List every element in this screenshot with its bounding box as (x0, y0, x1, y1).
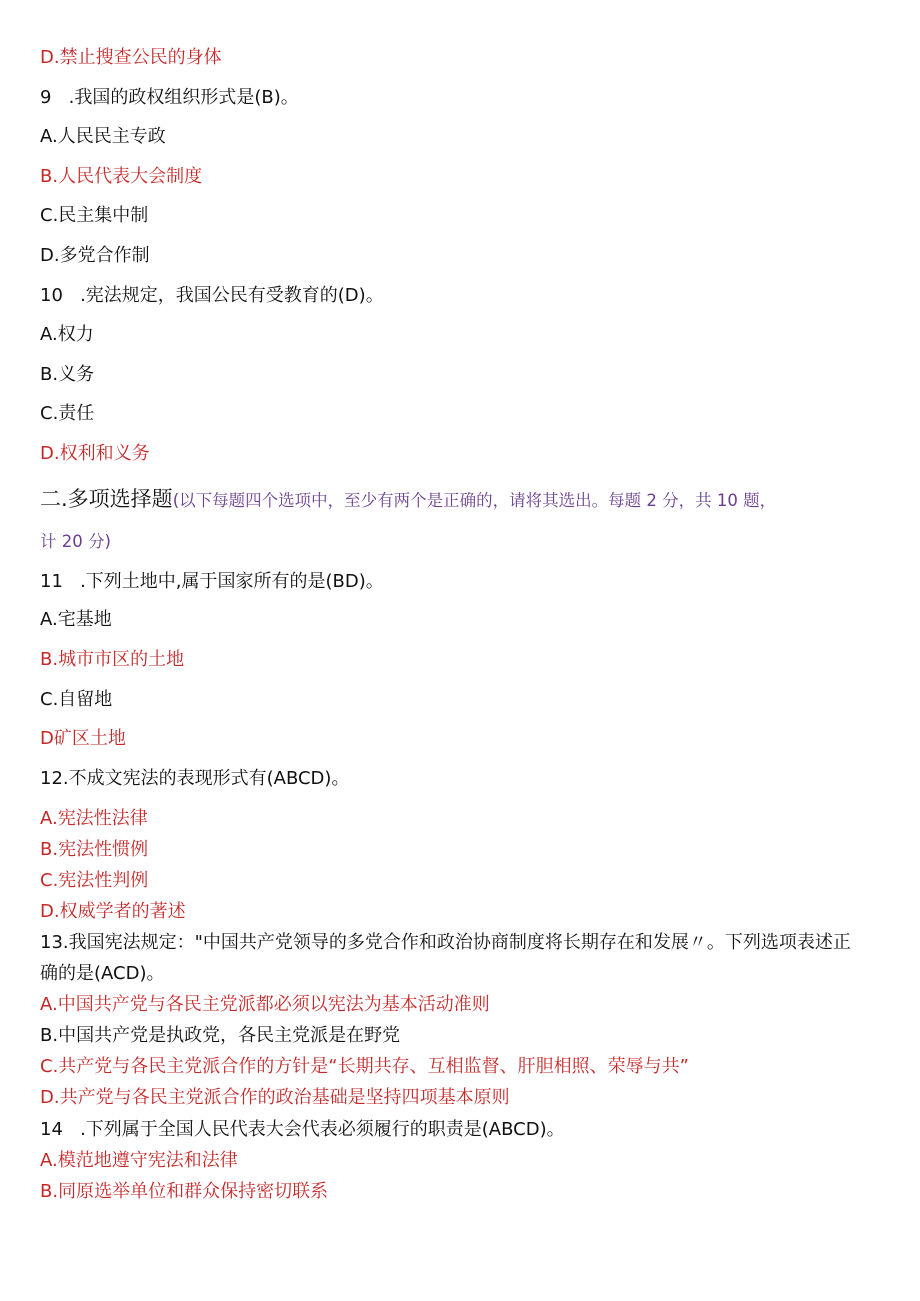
option-b-line-answer: B.城市市区的土地 (40, 649, 185, 670)
option-d-line: D.多党合作制 (40, 245, 150, 266)
option-d-line-answer: D.共产党与各民主党派合作的政治基础是坚持四项基本原则 (40, 1087, 510, 1108)
option-d-line-answer: D.权利和义务 (40, 443, 150, 464)
option-b-line-answer: B.人民代表大会制度 (40, 166, 203, 187)
question-13: 13.我国宪法规定："中国共产党领导的多党合作和政治协商制度将长期存在和发展〃。下列选项表述正 (40, 932, 851, 953)
question-13-continued: 确的是(ACD)。 (40, 963, 165, 984)
option-a-line-answer: A.中国共产党与各民主党派都必须以宪法为基本活动准则 (40, 994, 490, 1015)
option-a-line: A.宅基地 (40, 609, 112, 630)
option-d-line-answer: D.权威学者的著述 (40, 901, 186, 922)
question-10: 10 .宪法规定，我国公民有受教育的(D)。 (40, 285, 384, 306)
option-a-line-answer: A.模范地遵守宪法和法律 (40, 1150, 238, 1171)
option-c-line: C.自留地 (40, 689, 113, 710)
option-b-line-answer: B.宪法性惯例 (40, 839, 149, 860)
section-title: 二.多项选择题 (40, 487, 173, 511)
question-12: 12.不成文宪法的表现形式有(ABCD)。 (40, 768, 350, 789)
question-14: 14 .下列属于全国人民代表大会代表必须履行的职责是(ABCD)。 (40, 1119, 565, 1140)
option-c-line-answer: C.共产党与各民主党派合作的方针是“长期共存、互相监督、肝胆相照、荣辱与共” (40, 1056, 689, 1077)
question-9: 9 .我国的政权组织形式是(B)。 (40, 87, 299, 108)
section-heading (40, 487, 776, 513)
option-d-line: D.禁止搜查公民的身体 (40, 47, 222, 68)
option-b-line-answer: B.同原选举单位和群众保持密切联系 (40, 1181, 329, 1202)
option-a-line: A.人民民主专政 (40, 126, 166, 147)
option-c-line-answer: C.宪法性判例 (40, 870, 149, 891)
option-a-line: A.权力 (40, 324, 94, 345)
section-note: (以下每题四个选项中，至少有两个是正确的，请将其选出。每题 2 分，共 10 题， (172, 491, 777, 510)
option-b-line: B.义务 (40, 364, 95, 385)
option-b-line: B.中国共产党是执政党，各民主党派是在野党 (40, 1025, 401, 1046)
section-note-continued: 计 20 分) (40, 532, 111, 551)
option-c-line: C.民主集中制 (40, 205, 149, 226)
option-c-line: C.责任 (40, 403, 95, 424)
option-d-line-answer: D矿区土地 (40, 728, 126, 749)
question-11: 11 .下列土地中,属于国家所有的是(BD)。 (40, 571, 384, 592)
option-a-line-answer: A.宪法性法律 (40, 808, 148, 829)
